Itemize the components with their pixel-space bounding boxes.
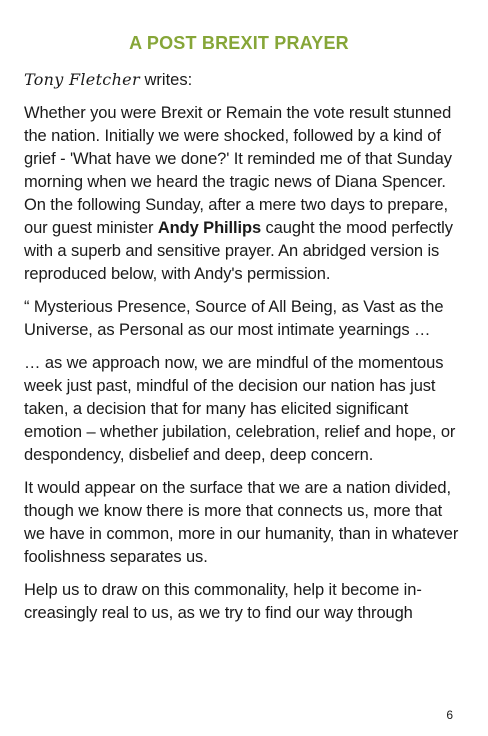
byline bbox=[24, 68, 464, 92]
page bbox=[24, 30, 464, 625]
prayer-paragraph-4: Help us to draw on this commonality, help it become increasingly real to us, as we try to find our way through bbox=[24, 581, 422, 622]
minister-name: Andy Phillips bbox=[157, 219, 262, 237]
prayer-paragraph-3: It would appear on the surface that we are a nation divided, though we know there is more that connects us, more that we have in common, more in our humanity, than in whatever foolishness separates us. bbox=[24, 479, 459, 566]
page-title: A POST BREXIT PRAYER bbox=[129, 33, 349, 53]
author-name: Tony Fletcher bbox=[24, 70, 140, 89]
byline-suffix: writes: bbox=[139, 71, 193, 89]
intro-text-part-1: Whether you were Brexit or Remain the vote result stunned the nation. Initially we were shocked, followed by a kind of grief - 'What have we done?' It reminded me of that Sunday morning when we heard the tragic news of Diana Spencer. On the following Sunday, after a mere two days to prepare, our guest minister bbox=[24, 104, 452, 237]
prayer-paragraph-1: “ Mysterious Presence, Source of All Being, as Vast as the Universe, as Personal as our most intimate yearnings … bbox=[24, 298, 444, 339]
intro-text-part-2: caught the mood perfectly with a superb and sensitive prayer. An abridged version is reproduced below, with Andy's permission. bbox=[24, 219, 453, 283]
prayer-paragraph-2: … as we approach now, we are mindful of the momentous week just past, mindful of the decision our nation has just taken, a decision that for many has elicited significant emotion – whether jubilation, celebration, relief and hope, or despondency, disbelief and deep, deep concern. bbox=[24, 354, 456, 464]
intro-paragraph bbox=[24, 102, 464, 286]
page-number: 6 bbox=[446, 708, 453, 722]
